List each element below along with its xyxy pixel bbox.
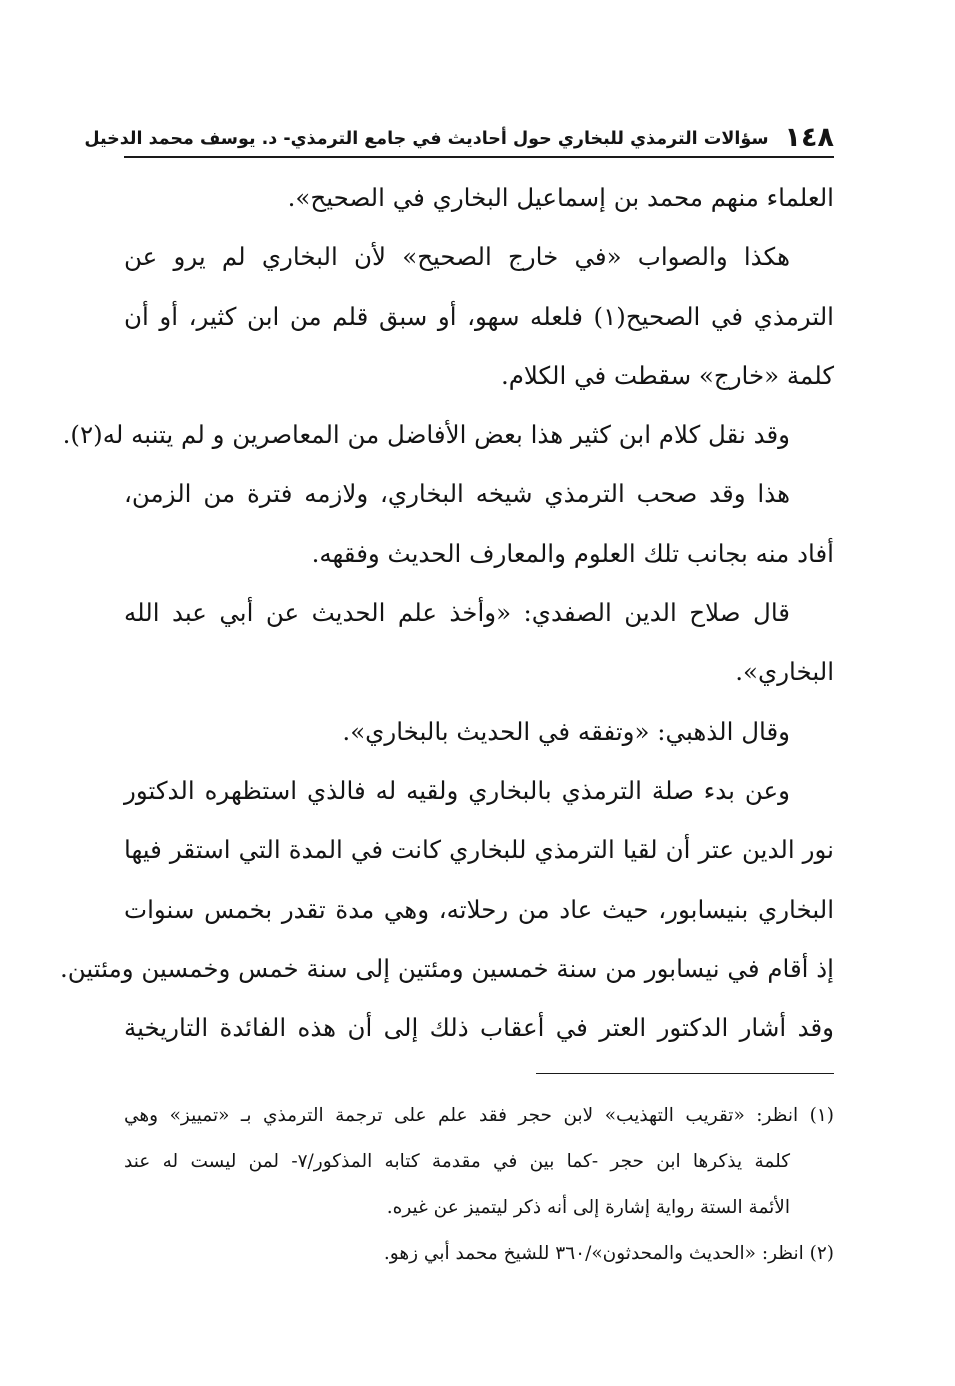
text-line: هذا وقد صحب الترمذي شيخه البخاري، ولازمه فترة من الزمن، <box>124 479 790 509</box>
text-line: العلماء منهم محمد بن إسماعيل البخاري في الصحيح». <box>287 183 834 212</box>
page-number: ١٤٨ <box>784 122 834 153</box>
text-line: وقال الذهبي: «وتفقه في الحديث بالبخاري». <box>342 716 790 746</box>
text-line: قال صلاح الدين الصفدي: «وأخذ علم الحديث عن أبي عبد الله <box>124 598 790 628</box>
text-line: إذ أقام في نيسابور من سنة خمسين ومئتين إلى سنة خمس وخمسين ومئتين. <box>59 953 834 983</box>
footnote-line: الأئمة الستة رواية إشارة إلى أنه ذكر ليتميز عن غيره. <box>386 1197 790 1218</box>
text-line: وقد أشار الدكتور العتر في أعقاب ذلك إلى أن هذه الفائدة التاريخية <box>124 1013 834 1043</box>
footnote-divider <box>536 1073 834 1074</box>
text-line: الترمذي في الصحيح(١) فلعله سهو، أو سبق قلم من ابن كثير، أو أن <box>124 301 834 331</box>
footnote-line: (٢) انظر: «الحديث والمحدثون»/٣٦٠ للشيخ محمد أبي زهو. <box>383 1243 834 1264</box>
text-line: كلمة «خارج» سقطت في الكلام. <box>500 360 834 390</box>
text-line: البخاري». <box>735 657 834 687</box>
footnote-line: كلمة يذكرها ابن حجر -كما بين في مقدمة كتابه المذكور/٧- لمن ليست له عند <box>124 1151 791 1172</box>
text-line: أفاد منه بجانب تلك العلوم والمعارف الحديث وفقهه. <box>311 538 834 568</box>
text-line: البخاري بنيسابور، حيث عاد من رحلاته، وهي مدة تقدر بخمس سنوات <box>124 894 834 924</box>
footnote-line: (١) انظر: «تقريب التهذيب» لابن حجر فقد علم على ترجمة الترمذي بـ «تمييز» وهي <box>124 1105 834 1126</box>
page-header <box>84 118 834 158</box>
body-text <box>59 168 834 1057</box>
text-line: نور الدين عتر أن لقيا الترمذي للبخاري كانت في المدة التي استقر فيها <box>124 835 834 865</box>
text-line: وقد نقل كلام ابن كثير هذا بعض الأفاضل من المعاصرين و لم يتنبه له(٢). <box>62 420 790 450</box>
text-line: هكذا والصواب «في خارج الصحيح» لأن البخاري لم يرو عن <box>124 242 790 272</box>
running-title: سؤالات الترمذي للبخاري حول أحاديث في جامع الترمذي- د. يوسف محمد الدخيل <box>84 129 769 149</box>
footnotes <box>124 1093 834 1277</box>
text-line: وعن بدء صلة الترمذي بالبخاري ولقيه له فالذي استظهره الدكتور <box>124 775 790 805</box>
